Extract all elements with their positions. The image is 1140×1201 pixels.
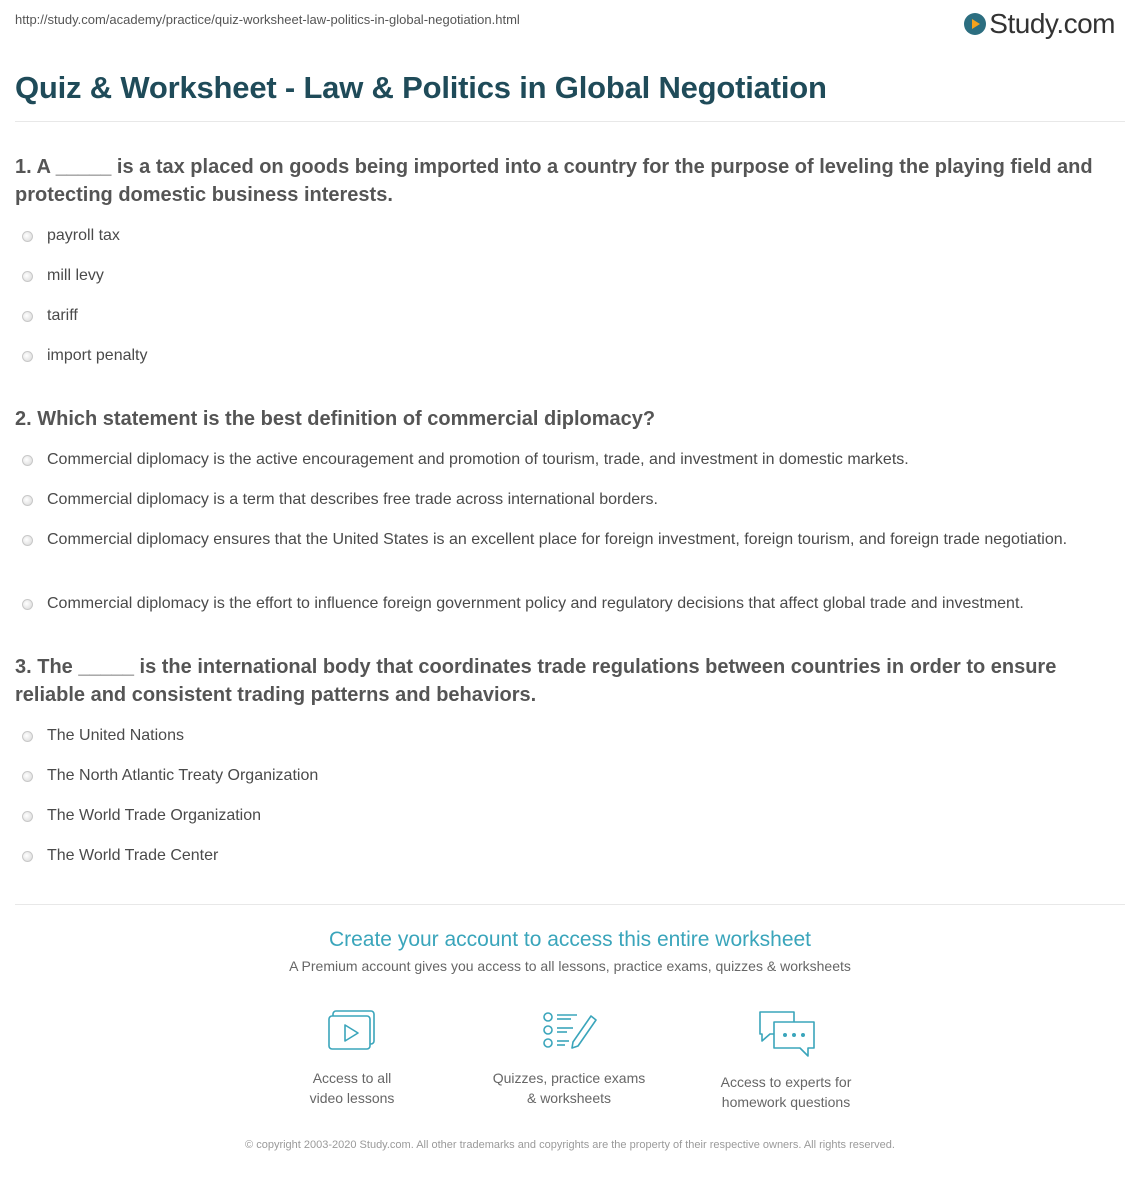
answer-option[interactable] bbox=[22, 528, 1122, 552]
radio-button[interactable] bbox=[22, 495, 33, 506]
answer-text: The North Atlantic Treaty Organization bbox=[47, 767, 319, 784]
radio-button[interactable] bbox=[22, 535, 33, 546]
create-account-link[interactable]: Create your account to access this entire worksheet bbox=[328, 928, 812, 951]
title-divider bbox=[15, 121, 1125, 122]
feature-quizzes bbox=[469, 1008, 669, 1108]
radio-button[interactable] bbox=[22, 599, 33, 610]
radio-button[interactable] bbox=[22, 731, 33, 742]
answer-text: payroll tax bbox=[47, 227, 120, 244]
quiz-checklist-icon bbox=[539, 1008, 599, 1056]
radio-button[interactable] bbox=[22, 811, 33, 822]
answer-option[interactable] bbox=[22, 304, 1122, 328]
answer-text: Commercial diplomacy is the effort to influence foreign government policy and regulatory decisions that affect global trade and investment. bbox=[47, 595, 1024, 612]
answer-option[interactable] bbox=[22, 804, 1122, 828]
feature-label-line: Access to all bbox=[312, 1070, 392, 1086]
page-title: Quiz & Worksheet - Law & Politics in Global Negotiation bbox=[15, 70, 827, 105]
feature-label bbox=[252, 1068, 452, 1108]
feature-label-line: Access to experts for bbox=[720, 1074, 852, 1090]
page-header bbox=[0, 0, 1140, 60]
answer-text: The United Nations bbox=[47, 727, 184, 744]
play-logo-icon bbox=[964, 13, 986, 35]
cta-subtitle: A Premium account gives you access to all lessons, practice exams, quizzes & worksheets bbox=[289, 958, 851, 974]
answer-option[interactable] bbox=[22, 844, 1122, 868]
answer-option[interactable] bbox=[22, 488, 1122, 512]
answer-option[interactable] bbox=[22, 764, 1122, 788]
feature-label bbox=[686, 1072, 886, 1112]
radio-button[interactable] bbox=[22, 311, 33, 322]
answer-text: Commercial diplomacy is the active encouragement and promotion of tourism, trade, and investment in domestic markets. bbox=[47, 451, 909, 468]
question-1: 1. A _____ is a tax placed on goods being imported into a country for the purpose of leveling the playing field and protecting domestic business interests. bbox=[15, 156, 1093, 206]
chat-bubbles-icon bbox=[754, 1008, 818, 1060]
answer-option[interactable] bbox=[22, 592, 1122, 616]
radio-button[interactable] bbox=[22, 455, 33, 466]
answer-option[interactable] bbox=[22, 448, 1122, 472]
copyright-text: © copyright 2003-2020 Study.com. All other trademarks and copyrights are the property of their respective owners. All rights reserved. bbox=[245, 1139, 895, 1151]
feature-label-line: Quizzes, practice exams bbox=[492, 1070, 646, 1086]
answer-text: The World Trade Center bbox=[47, 847, 219, 864]
answer-text: Commercial diplomacy ensures that the United States is an excellent place for foreign investment, foreign tourism, and foreign trade negotiation. bbox=[47, 531, 1068, 548]
feature-label bbox=[469, 1068, 669, 1108]
radio-button[interactable] bbox=[22, 231, 33, 242]
feature-label-line: video lessons bbox=[309, 1090, 395, 1106]
feature-experts bbox=[686, 1008, 886, 1112]
feature-label-line: homework questions bbox=[721, 1094, 851, 1110]
answer-text: The World Trade Organization bbox=[47, 807, 262, 824]
answer-option[interactable] bbox=[22, 344, 1122, 368]
answer-option[interactable] bbox=[22, 264, 1122, 288]
logo-text: Study.com bbox=[989, 8, 1115, 39]
study-logo[interactable] bbox=[964, 8, 1115, 40]
radio-button[interactable] bbox=[22, 771, 33, 782]
radio-button[interactable] bbox=[22, 271, 33, 282]
feature-label-line: & worksheets bbox=[526, 1090, 612, 1106]
radio-button[interactable] bbox=[22, 851, 33, 862]
answer-option[interactable] bbox=[22, 224, 1122, 248]
answer-text: mill levy bbox=[47, 267, 104, 284]
question-3: 3. The _____ is the international body that coordinates trade regulations between countries in order to ensure reliable and consistent trading patterns and behaviors. bbox=[15, 656, 1057, 706]
radio-button[interactable] bbox=[22, 351, 33, 362]
answer-text: tariff bbox=[47, 307, 78, 324]
answer-option[interactable] bbox=[22, 724, 1122, 748]
answer-text: import penalty bbox=[47, 347, 148, 364]
section-divider bbox=[15, 904, 1125, 905]
answer-text: Commercial diplomacy is a term that describes free trade across international borders. bbox=[47, 491, 658, 508]
feature-video-lessons bbox=[252, 1008, 452, 1108]
question-2: 2. Which statement is the best definition of commercial diplomacy? bbox=[15, 408, 656, 430]
page-url: http://study.com/academy/practice/quiz-worksheet-law-politics-in-global-negotiation.html bbox=[15, 12, 520, 27]
video-lesson-icon bbox=[324, 1008, 380, 1056]
